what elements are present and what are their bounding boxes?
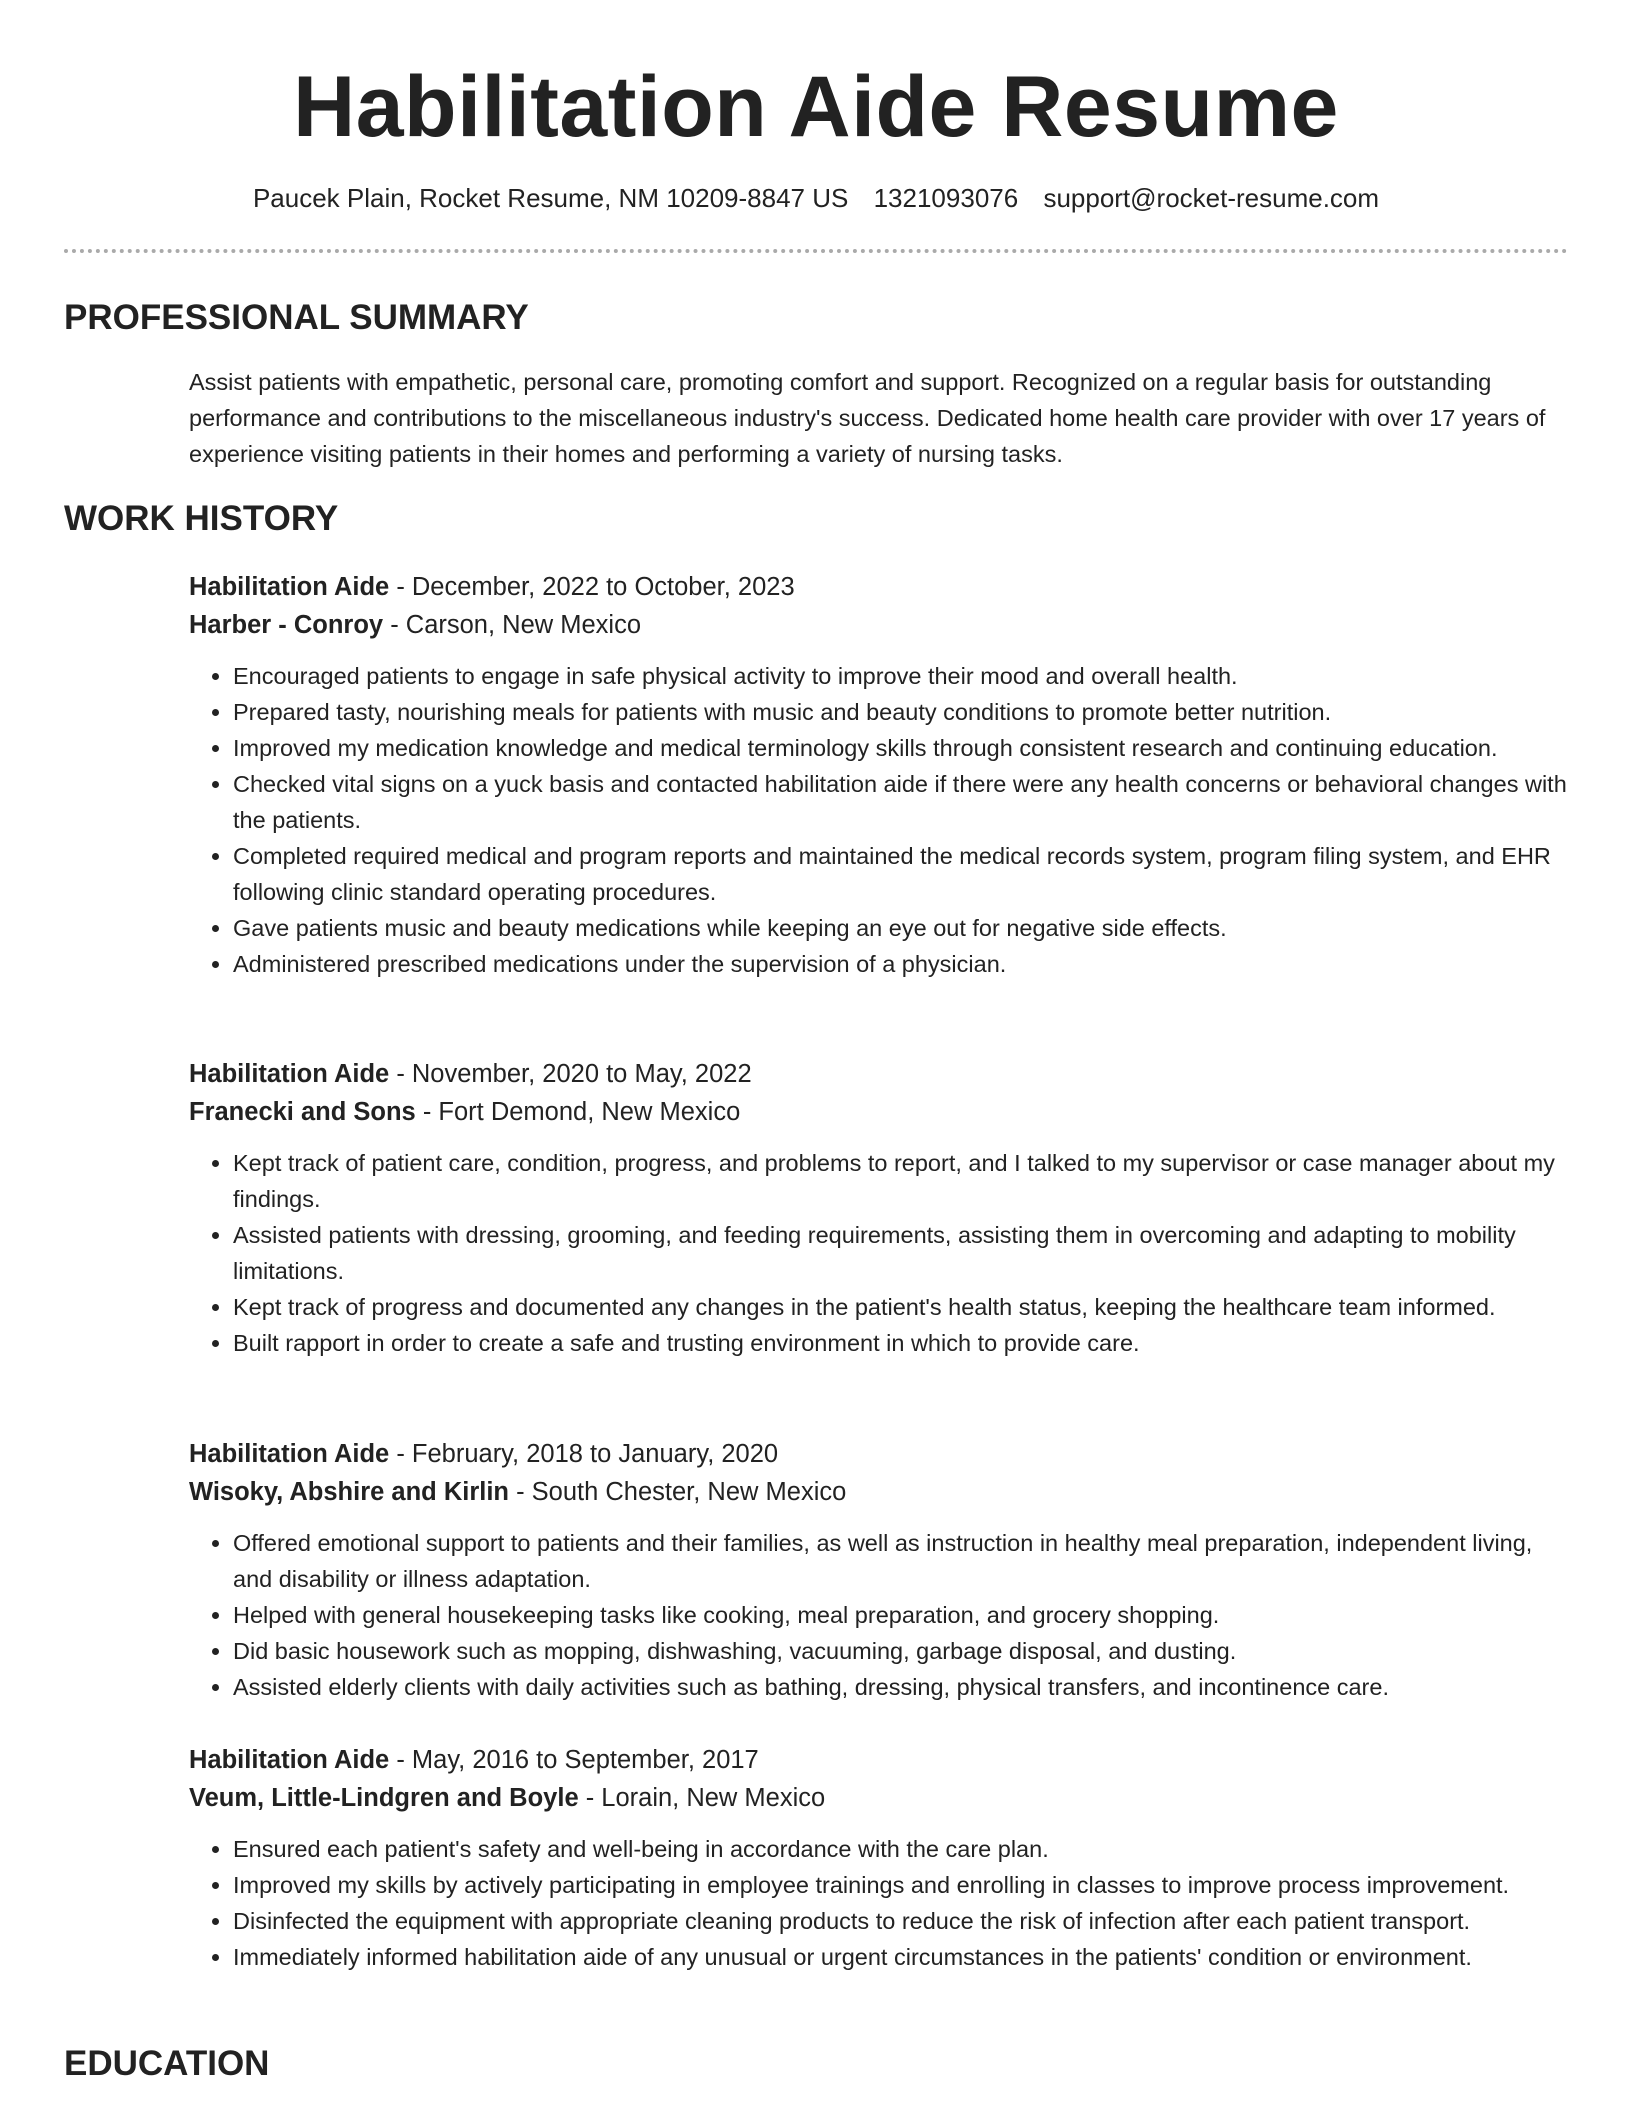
list-item: • Improved my skills by actively participating in employee trainings and enrolling in classes to improve process improvement. bbox=[233, 1867, 1569, 1903]
contact-address: Paucek Plain, Rocket Resume, NM 10209-8847 US bbox=[252, 183, 849, 213]
job-company: Wisoky, Abshire and Kirlin bbox=[189, 1478, 509, 1506]
education-heading: EDUCATION bbox=[64, 2044, 270, 2083]
list-item: • Improved my medication knowledge and medical terminology skills through consistent research and continuing education. bbox=[233, 730, 1569, 766]
header-divider bbox=[64, 249, 1568, 253]
job-title: Habilitation Aide bbox=[189, 573, 390, 601]
list-item: • Prepared tasty, nourishing meals for patients with music and beauty conditions to promote better nutrition. bbox=[233, 694, 1569, 730]
list-item: • Gave patients music and beauty medications while keeping an eye out for negative side effects. bbox=[233, 910, 1569, 946]
job-company-line bbox=[189, 1473, 1569, 1511]
work-history-heading: WORK HISTORY bbox=[64, 499, 339, 538]
list-item: • Ensured each patient's safety and well-being in accordance with the care plan. bbox=[233, 1831, 1569, 1867]
job-bullets bbox=[189, 658, 1569, 982]
list-item: • Completed required medical and program reports and maintained the medical records system, program filing system, and EHR following clinic standard operating procedures. bbox=[233, 838, 1569, 910]
job-company-line bbox=[189, 1093, 1569, 1131]
list-item: • Assisted elderly clients with daily activities such as bathing, dressing, physical transfers, and incontinence care. bbox=[233, 1669, 1569, 1705]
job-title-line bbox=[189, 1055, 1569, 1093]
job-company: Franecki and Sons bbox=[189, 1098, 416, 1126]
job-company: Veum, Little-Lindgren and Boyle bbox=[189, 1784, 579, 1812]
summary-text: Assist patients with empathetic, personal care, promoting comfort and support. Recognized on a regular basis for outstanding performance and contributions to the miscellaneous industry's success. Dedicated home health care provider with over 17 years of experience visiting patients in their homes and performing a variety of nursing tasks. bbox=[189, 369, 1546, 467]
list-item: • Did basic housework such as mopping, dishwashing, vacuuming, garbage disposal, and dusting. bbox=[233, 1633, 1569, 1669]
job-dates: - May, 2016 to September, 2017 bbox=[389, 1746, 759, 1774]
contact-email: support@rocket-resume.com bbox=[1043, 183, 1380, 213]
job-title-line bbox=[189, 568, 1569, 606]
job-title-line bbox=[189, 1435, 1569, 1473]
job-company-line bbox=[189, 606, 1569, 644]
list-item: • Kept track of progress and documented any changes in the patient's health status, keeping the healthcare team informed. bbox=[233, 1289, 1569, 1325]
job-location: - Fort Demond, New Mexico bbox=[415, 1098, 741, 1126]
job-entry bbox=[189, 1741, 1569, 1975]
list-item: • Assisted patients with dressing, grooming, and feeding requirements, assisting them in overcoming and adapting to mobility limitations. bbox=[233, 1217, 1569, 1289]
job-location: - Carson, New Mexico bbox=[383, 611, 642, 639]
job-bullets bbox=[189, 1145, 1569, 1361]
list-item: • Administered prescribed medications under the supervision of a physician. bbox=[233, 946, 1569, 982]
contact-line bbox=[0, 180, 1632, 216]
job-title: Habilitation Aide bbox=[189, 1440, 390, 1468]
job-dates: - December, 2022 to October, 2023 bbox=[389, 573, 795, 601]
job-dates: - February, 2018 to January, 2020 bbox=[389, 1440, 779, 1468]
job-bullets bbox=[189, 1831, 1569, 1975]
job-dates: - November, 2020 to May, 2022 bbox=[389, 1060, 752, 1088]
list-item: • Kept track of patient care, condition, progress, and problems to report, and I talked to my supervisor or case manager about my findings. bbox=[233, 1145, 1569, 1217]
job-location: - South Chester, New Mexico bbox=[509, 1478, 847, 1506]
list-item: • Immediately informed habilitation aide of any unusual or urgent circumstances in the patients' condition or environment. bbox=[233, 1939, 1569, 1975]
list-item: • Helped with general housekeeping tasks like cooking, meal preparation, and grocery shopping. bbox=[233, 1597, 1569, 1633]
job-title-line bbox=[189, 1741, 1569, 1779]
job-bullets bbox=[189, 1525, 1569, 1705]
list-item: • Encouraged patients to engage in safe physical activity to improve their mood and overall health. bbox=[233, 658, 1569, 694]
job-title: Habilitation Aide bbox=[189, 1746, 390, 1774]
list-item: • Offered emotional support to patients and their families, as well as instruction in healthy meal preparation, independent living, and disability or illness adaptation. bbox=[233, 1525, 1569, 1597]
job-entry bbox=[189, 1055, 1569, 1361]
page-title: Habilitation Aide Resume bbox=[293, 59, 1339, 155]
list-item: • Built rapport in order to create a safe and trusting environment in which to provide care. bbox=[233, 1325, 1569, 1361]
job-title: Habilitation Aide bbox=[189, 1060, 390, 1088]
job-company-line bbox=[189, 1779, 1569, 1817]
job-entry bbox=[189, 1435, 1569, 1705]
contact-phone: 1321093076 bbox=[873, 183, 1019, 213]
list-item: • Disinfected the equipment with appropriate cleaning products to reduce the risk of infection after each patient transport. bbox=[233, 1903, 1569, 1939]
summary-heading: PROFESSIONAL SUMMARY bbox=[64, 298, 529, 337]
job-entry bbox=[189, 568, 1569, 982]
list-item: • Checked vital signs on a yuck basis and contacted habilitation aide if there were any health concerns or behavioral changes with the patients. bbox=[233, 766, 1569, 838]
job-company: Harber - Conroy bbox=[189, 611, 384, 639]
job-location: - Lorain, New Mexico bbox=[578, 1784, 826, 1812]
